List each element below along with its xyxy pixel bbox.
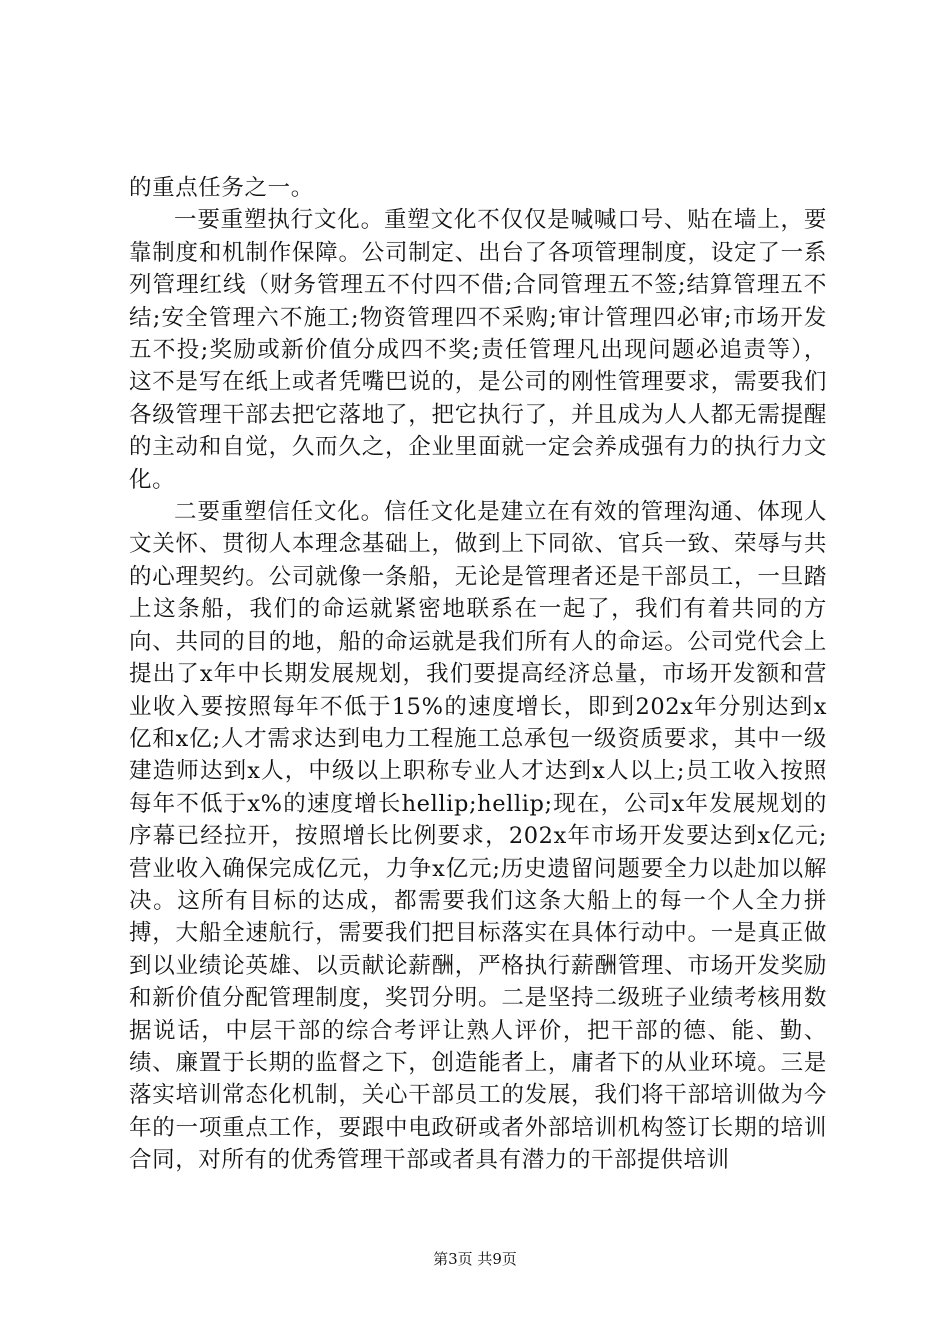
- document-body: [129, 172, 827, 1177]
- paragraph-trust-culture: 二要重塑信任文化。信任文化是建立在有效的管理沟通、体现人文关怀、贯彻人本理念基础上，做到上下同欲、官兵一致、荣辱与共的心理契约。公司就像一条船，无论是管理者还是干部员工，一旦踏上这条船，我们的命运就紧密地联系在一起了，我们有着共同的方向、共同的目的地，船的命运就是我们所有人的命运。公司党代会上提出了x年中长期发展规划，我们要提高经济总量，市场开发额和营业收入要按照每年不低于15%的速度增长，即到202x年分别达到x亿和x亿;人才需求达到电力工程施工总承包一级资质要求，其中一级建造师达到x人，中级以上职称专业人才达到x人以上;员工收入按照每年不低于x%的速度增长hellip;hellip;现在，公司x年发展规划的序幕已经拉开，按照增长比例要求，202x年市场开发要达到x亿元;营业收入确保完成亿元，力争x亿元;历史遗留问题要全力以赴加以解决。这所有目标的达成，都需要我们这条大船上的每一个人全力拼搏，大船全速航行，需要我们把目标落实在具体行动中。一是真正做到以业绩论英雄、以贡献论薪酬，严格执行薪酬管理、市场开发奖励和新价值分配管理制度，奖罚分明。二是坚持二级班子业绩考核用数据说话，中层干部的综合考评让熟人评价，把干部的德、能、勤、绩、廉置于长期的监督之下，创造能者上，庸者下的从业环境。三是落实培训常态化机制，关心干部员工的发展，我们将干部培训做为今年的一项重点工作，要跟中电政研或者外部培训机构签订长期的培训合同，对所有的优秀管理干部或者具有潜力的干部提供培训: [129, 499, 827, 1174]
- paragraph-execution-culture: 一要重塑执行文化。重塑文化不仅仅是喊喊口号、贴在墙上，要靠制度和机制作保障。公司制定、出台了各项管理制度，设定了一系列管理红线（财务管理五不付四不借;合同管理五不签;结算管理五不结;安全管理六不施工;物资管理四不采购;审计管理四必审;市场开发五不投;奖励或新价值分成四不奖;责任管理凡出现问题必追责等），这不是写在纸上或者凭嘴巴说的，是公司的刚性管理要求，需要我们各级管理干部去把它落地了，把它执行了，并且成为人人都无需提醒的主动和自觉，久而久之，企业里面就一定会养成强有力的执行力文化。: [129, 207, 827, 493]
- page-number-footer: 第3页 共9页: [433, 1250, 517, 1268]
- paragraph-continuation: 的重点任务之一。: [129, 175, 314, 201]
